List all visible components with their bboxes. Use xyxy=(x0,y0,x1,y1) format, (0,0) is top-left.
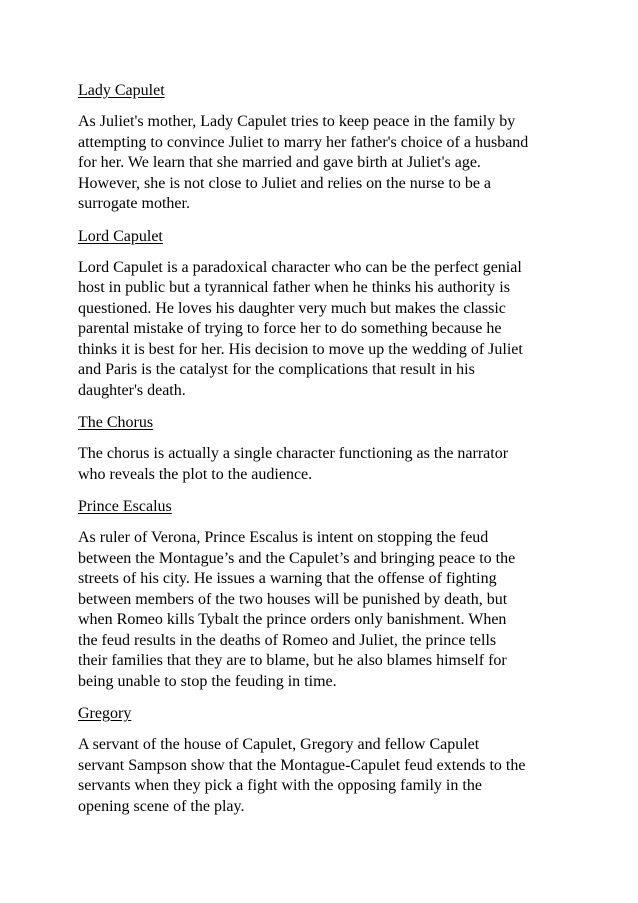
section-paragraph xyxy=(78,444,572,485)
text-line: between the Montague’s and the Capulet’s and bringing peace to the xyxy=(78,549,516,567)
text-line: questioned. He loves his daughter very much but makes the classic xyxy=(78,299,506,317)
text-line: servants when they pick a fight with the opposing family in the xyxy=(78,777,482,794)
text-line: and Paris is the catalyst for the complications that result in his xyxy=(78,361,475,378)
section-paragraph xyxy=(78,528,572,692)
text-line: As Juliet's mother, Lady Capulet tries to keep peace in the family by xyxy=(78,113,516,130)
text-line: A servant of the house of Capulet, Gregory and fellow Capulet xyxy=(78,736,480,753)
text-line: when Romeo kills Tybalt the prince orders only banishment. When xyxy=(78,611,507,628)
section-heading: Prince Escalus xyxy=(78,498,172,515)
section-gregory xyxy=(78,704,572,817)
section-lord-capulet xyxy=(78,227,572,402)
text-line: The chorus is actually a single character functioning as the narrator xyxy=(78,445,509,462)
section-heading: Gregory xyxy=(78,705,132,722)
section-the-chorus xyxy=(78,413,572,485)
text-line: servant Sampson show that the Montague-Capulet feud extends to the xyxy=(78,756,526,774)
text-line: daughter's death. xyxy=(78,381,186,399)
text-line: However, she is not close to Juliet and relies on the nurse to be a xyxy=(78,174,492,192)
text-line: opening scene of the play. xyxy=(78,797,245,815)
section-paragraph xyxy=(78,258,572,402)
section-heading: The Chorus xyxy=(78,414,154,431)
text-line: parental mistake of trying to force her to do something because he xyxy=(78,320,502,337)
text-line: host in public but a tyrannical father when he thinks his authority is xyxy=(78,279,510,296)
text-line: for her. We learn that she married and gave birth at Juliet's age. xyxy=(78,154,481,171)
text-line: Lord Capulet is a paradoxical character who can be the perfect genial xyxy=(78,258,522,276)
text-line: the feud results in the deaths of Romeo and Juliet, the prince tells xyxy=(78,631,497,649)
text-line: being unable to stop the feuding in time. xyxy=(78,672,337,690)
section-paragraph xyxy=(78,735,572,817)
text-line: between members of the two houses will be punished by death, but xyxy=(78,590,508,608)
text-line: thinks it is best for her. His decision to move up the wedding of Juliet xyxy=(78,340,523,358)
section-heading: Lady Capulet xyxy=(78,82,165,99)
text-line: attempting to convince Juliet to marry her father's choice of a husband xyxy=(78,133,529,151)
section-heading: Lord Capulet xyxy=(78,227,163,245)
text-line: who reveals the plot to the audience. xyxy=(78,465,313,483)
section-prince-escalus xyxy=(78,497,572,692)
text-line: surrogate mother. xyxy=(78,195,190,212)
section-lady-capulet xyxy=(78,81,572,215)
text-line: As ruler of Verona, Prince Escalus is intent on stopping the feud xyxy=(78,529,489,546)
text-line: their families that they are to blame, but he also blames himself for xyxy=(78,652,507,669)
document-content xyxy=(78,81,572,829)
text-line: streets of his city. He issues a warning that the offense of fighting xyxy=(78,570,497,587)
section-paragraph xyxy=(78,112,572,215)
